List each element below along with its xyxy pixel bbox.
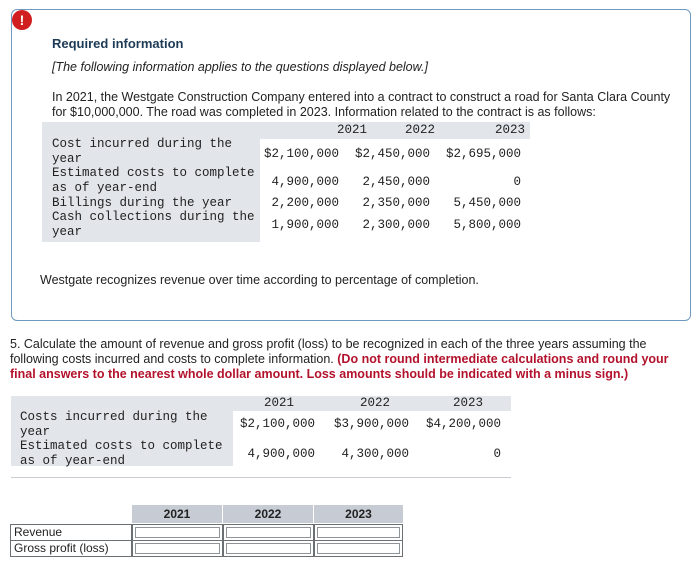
table-cell: $2,695,000 — [445, 147, 521, 161]
table-cell: $2,100,000 — [263, 147, 339, 161]
table-cell: $2,450,000 — [354, 147, 430, 161]
table-cell: 1,900,000 — [271, 218, 339, 232]
question-5-prompt — [10, 337, 690, 382]
alert-icon: ! — [12, 10, 32, 30]
table-cell: 5,800,000 — [453, 218, 521, 232]
revenue-recognition-note: Westgate recognizes revenue over time according to percentage of completion. — [40, 273, 479, 287]
row-label-estimated-costs: Estimated costs to complete as of year-end — [20, 439, 223, 468]
gross-profit-2023-input[interactable] — [314, 540, 403, 557]
table-cell: 4,900,000 — [247, 447, 315, 461]
table-cell: 2,350,000 — [362, 196, 430, 210]
column-header-2021: 2021 — [336, 123, 367, 137]
contract-intro: In 2021, the Westgate Construction Company entered into a contract to construct a road for Santa Clara County for $10,000,000. The road was completed in 2023. Information related to the contract is as follows: — [52, 90, 671, 119]
table-cell: 2,300,000 — [362, 218, 430, 232]
table-cell: 0 — [493, 447, 501, 461]
column-header-2021: 2021 — [132, 505, 222, 523]
table-cell: 4,900,000 — [271, 175, 339, 189]
required-information-title: Required information — [52, 36, 184, 51]
column-header-2023: 2023 — [452, 396, 483, 410]
table-cell: 4,300,000 — [341, 447, 409, 461]
column-header-2023: 2023 — [494, 123, 525, 137]
column-header-2022: 2022 — [359, 396, 390, 410]
question-cost-table — [11, 396, 511, 480]
question-5-text: 5. Calculate the amount of revenue and gross profit (loss) to be recognized in each of the three years assuming the following costs incurred and costs to complete information. — [10, 337, 647, 366]
row-label-cost-incurred: Cost incurred during the year — [52, 137, 233, 166]
revenue-2021-input[interactable] — [132, 524, 223, 541]
column-header-2022: 2022 — [404, 123, 435, 137]
answer-table — [10, 505, 403, 559]
gross-profit-2022-input[interactable] — [223, 540, 314, 557]
column-header-2023: 2023 — [314, 505, 403, 523]
row-label-revenue: Revenue — [10, 524, 132, 541]
table-cell: 0 — [513, 175, 521, 189]
column-header-2021: 2021 — [263, 396, 294, 410]
row-label-costs-incurred: Costs incurred during the year — [20, 410, 208, 439]
question-5-instruction: (Do not round intermediate calculations and round your final answers to the nearest whole dollar amount. Loss amounts should be indicated with a minus sign.) — [10, 352, 669, 381]
table-cell: $2,100,000 — [239, 417, 315, 431]
revenue-2022-input[interactable] — [223, 524, 314, 541]
table-cell: 2,200,000 — [271, 196, 339, 210]
table-cell: 2,450,000 — [362, 175, 430, 189]
row-label-gross-profit: Gross profit (loss) — [10, 540, 132, 557]
table-cell: $3,900,000 — [333, 417, 409, 431]
required-information-note: [The following information applies to the questions displayed below.] — [52, 60, 428, 74]
column-header-2022: 2022 — [223, 505, 313, 523]
row-label-estimated-costs: Estimated costs to complete as of year-end — [52, 166, 255, 195]
table-cell: $4,200,000 — [425, 417, 501, 431]
contract-info-table — [42, 122, 530, 242]
gross-profit-2021-input[interactable] — [132, 540, 223, 557]
revenue-2023-input[interactable] — [314, 524, 403, 541]
row-label-cash-collections: Cash collections during the year — [52, 210, 255, 239]
table-cell: 5,450,000 — [453, 196, 521, 210]
row-label-billings: Billings during the year — [52, 196, 233, 210]
